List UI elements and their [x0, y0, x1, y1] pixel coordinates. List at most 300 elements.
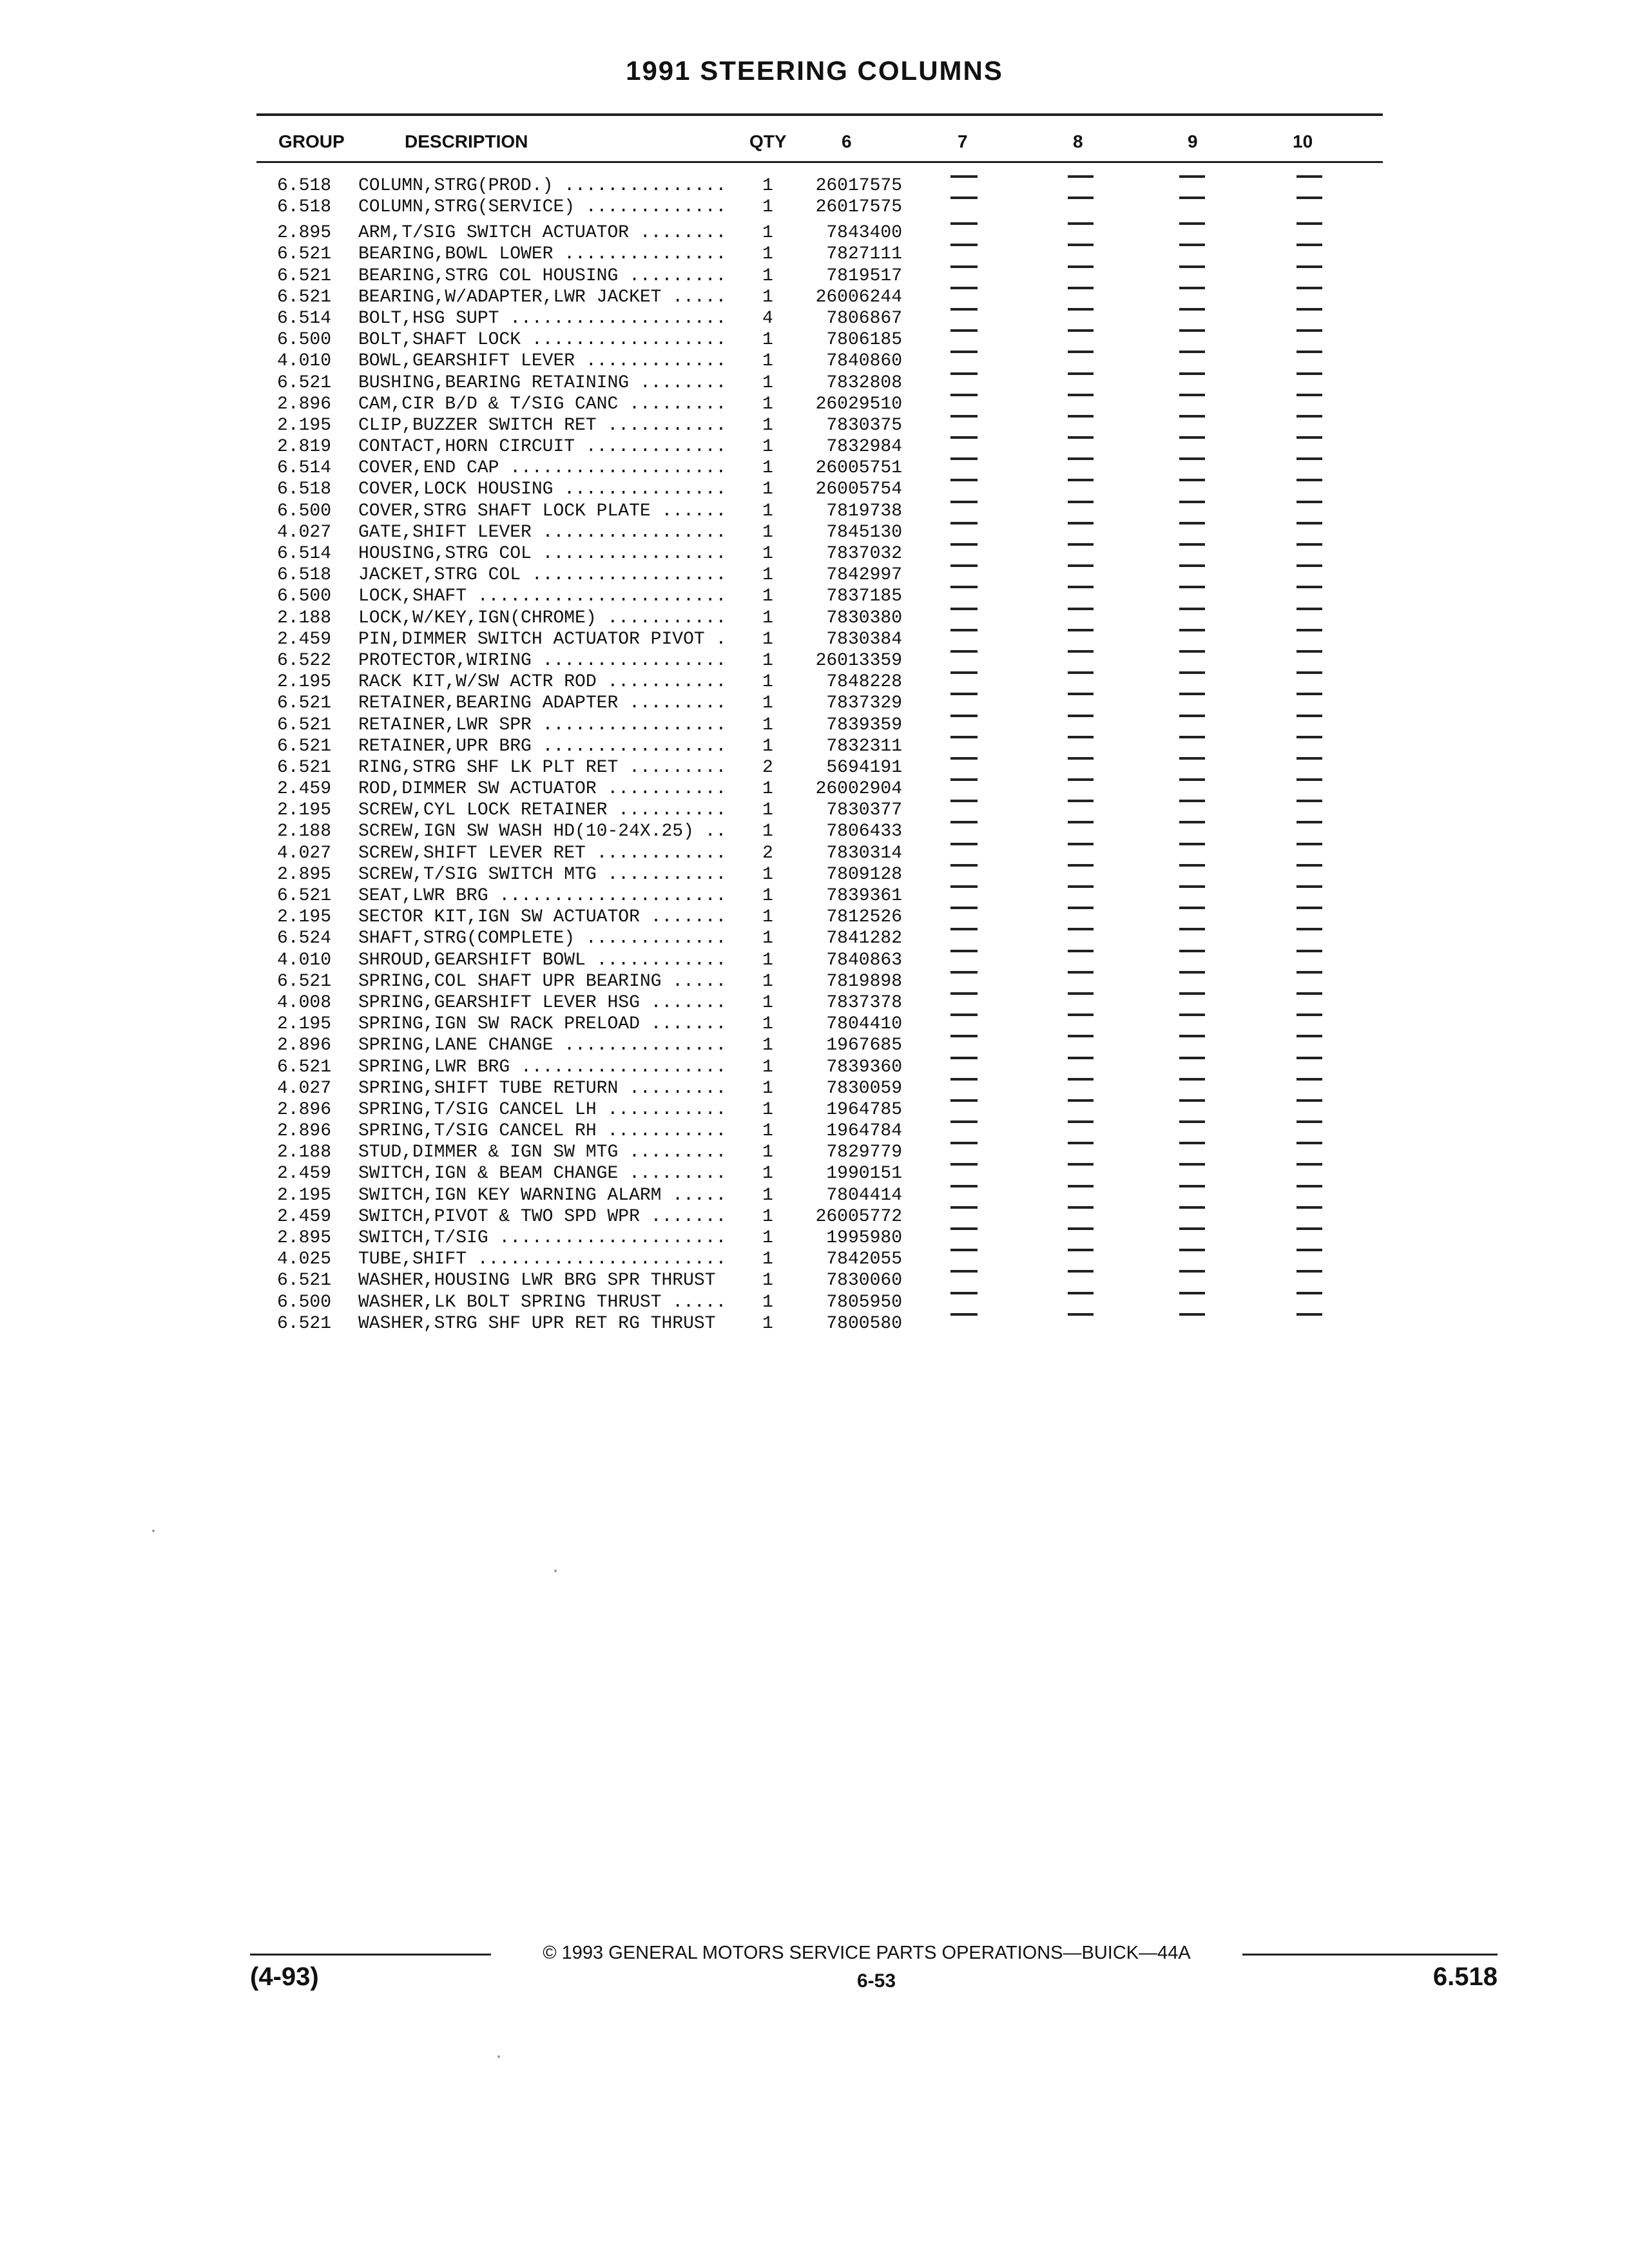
qty-cell: 1 — [762, 415, 773, 436]
not-applicable-dash — [1068, 329, 1094, 332]
group-cell: 6.521 — [277, 1313, 332, 1334]
not-applicable-dash — [1296, 197, 1322, 199]
table-row — [0, 244, 1629, 265]
not-applicable-dash — [950, 1249, 978, 1251]
not-applicable-dash — [1296, 543, 1322, 546]
description-cell: STUD,DIMMER & IGN SW MTG ......... — [358, 1142, 727, 1163]
description-cell: ROD,DIMMER SW ACTUATOR ........... — [358, 779, 727, 800]
part-number-cell: 26002904 — [815, 779, 902, 800]
not-applicable-dash — [950, 543, 978, 546]
part-number-cell: 7804414 — [826, 1185, 902, 1206]
part-number-cell: 7842997 — [826, 565, 902, 586]
description-cell: HOUSING,STRG COL ................. — [358, 544, 727, 564]
qty-cell: 1 — [762, 971, 773, 992]
qty-cell: 4 — [762, 308, 773, 329]
not-applicable-dash — [950, 907, 978, 909]
group-cell: 6.522 — [277, 650, 332, 671]
not-applicable-dash — [1179, 950, 1205, 952]
not-applicable-dash — [1296, 1142, 1322, 1144]
not-applicable-dash — [1068, 971, 1094, 974]
header-qty: QTY — [749, 131, 787, 151]
not-applicable-dash — [950, 928, 978, 930]
not-applicable-dash — [950, 329, 978, 332]
not-applicable-dash — [1296, 351, 1322, 353]
not-applicable-dash — [1068, 244, 1094, 246]
not-applicable-dash — [1296, 693, 1322, 695]
group-cell: 2.195 — [277, 672, 332, 693]
not-applicable-dash — [1296, 522, 1322, 524]
part-number-cell: 7819898 — [826, 971, 902, 992]
not-applicable-dash — [950, 1313, 978, 1316]
not-applicable-dash — [1179, 244, 1205, 246]
part-number-cell: 7840863 — [826, 950, 902, 970]
not-applicable-dash — [1296, 1014, 1322, 1016]
description-cell: SPRING,LANE CHANGE ............... — [358, 1035, 727, 1056]
not-applicable-dash — [1068, 436, 1094, 439]
qty-cell: 1 — [762, 650, 773, 671]
not-applicable-dash — [1068, 265, 1094, 268]
qty-cell: 1 — [762, 176, 773, 196]
not-applicable-dash — [1179, 693, 1205, 695]
part-number-cell: 7827111 — [826, 244, 902, 265]
not-applicable-dash — [1068, 175, 1094, 178]
part-number-cell: 26005751 — [815, 458, 902, 479]
qty-cell: 1 — [762, 1035, 773, 1056]
table-row — [0, 864, 1629, 885]
qty-cell: 1 — [762, 565, 773, 586]
not-applicable-dash — [1179, 907, 1205, 909]
not-applicable-dash — [1179, 1206, 1205, 1209]
not-applicable-dash — [950, 885, 978, 888]
not-applicable-dash — [1296, 436, 1322, 439]
not-applicable-dash — [950, 586, 978, 588]
not-applicable-dash — [1068, 287, 1094, 289]
not-applicable-dash — [950, 175, 978, 178]
qty-cell: 1 — [762, 693, 773, 714]
part-number-cell: 7832808 — [826, 372, 902, 393]
not-applicable-dash — [1068, 864, 1094, 867]
not-applicable-dash — [1179, 564, 1205, 567]
not-applicable-dash — [1068, 1313, 1094, 1316]
qty-cell: 1 — [762, 265, 773, 286]
not-applicable-dash — [1179, 736, 1205, 738]
description-cell: COVER,LOCK HOUSING ............... — [358, 479, 727, 500]
group-cell: 6.521 — [277, 287, 332, 307]
not-applicable-dash — [1068, 1270, 1094, 1273]
header-group: GROUP — [278, 131, 345, 151]
description-cell: RING,STRG SHF LK PLT RET ......... — [358, 757, 727, 778]
description-cell: LOCK,W/KEY,IGN(CHROME) ........... — [358, 608, 727, 628]
not-applicable-dash — [1068, 222, 1094, 225]
not-applicable-dash — [1296, 1099, 1322, 1102]
not-applicable-dash — [1068, 457, 1094, 460]
not-applicable-dash — [950, 1292, 978, 1294]
qty-cell: 1 — [762, 437, 773, 457]
description-cell: GATE,SHIFT LEVER ................. — [358, 522, 727, 543]
description-cell: RETAINER,BEARING ADAPTER ......... — [358, 693, 727, 714]
not-applicable-dash — [1068, 564, 1094, 567]
group-cell: 4.010 — [277, 351, 332, 372]
group-cell: 2.188 — [277, 822, 332, 842]
header-rule — [256, 161, 1383, 163]
not-applicable-dash — [1179, 992, 1205, 995]
part-number-cell: 7839360 — [826, 1057, 902, 1077]
not-applicable-dash — [950, 736, 978, 738]
group-cell: 2.195 — [277, 800, 332, 821]
group-cell: 4.027 — [277, 1078, 332, 1099]
not-applicable-dash — [1068, 1057, 1094, 1059]
qty-cell: 1 — [762, 351, 773, 372]
page-code: 6-53 — [856, 1970, 896, 1992]
not-applicable-dash — [1068, 394, 1094, 396]
part-number-cell: 7804410 — [826, 1014, 902, 1035]
not-applicable-dash — [1179, 971, 1205, 974]
table-row — [0, 821, 1629, 842]
not-applicable-dash — [1296, 1249, 1322, 1251]
table-row — [0, 522, 1629, 543]
group-cell: 4.027 — [277, 843, 332, 863]
group-cell: 2.896 — [277, 1099, 332, 1120]
group-cell: 2.195 — [277, 907, 332, 928]
not-applicable-dash — [1068, 197, 1094, 199]
table-row — [0, 1163, 1629, 1184]
table-row — [0, 1035, 1629, 1056]
not-applicable-dash — [950, 564, 978, 567]
not-applicable-dash — [1179, 436, 1205, 439]
qty-cell: 1 — [762, 779, 773, 800]
qty-cell: 1 — [762, 715, 773, 735]
part-number-cell: 7841282 — [826, 928, 902, 949]
part-number-cell: 7830377 — [826, 800, 902, 821]
not-applicable-dash — [1068, 650, 1094, 653]
part-number-cell: 26006244 — [815, 287, 902, 307]
table-row — [0, 586, 1629, 607]
part-number-cell: 26013359 — [815, 650, 902, 671]
qty-cell: 1 — [762, 522, 773, 543]
group-cell: 6.514 — [277, 544, 332, 564]
qty-cell: 1 — [762, 1057, 773, 1077]
part-number-cell: 26029510 — [815, 394, 902, 414]
part-number-cell: 1995980 — [826, 1228, 902, 1248]
part-number-cell: 5694191 — [826, 757, 902, 778]
description-cell: ARM,T/SIG SWITCH ACTUATOR ........ — [358, 223, 727, 244]
not-applicable-dash — [1179, 864, 1205, 867]
not-applicable-dash — [950, 501, 978, 503]
not-applicable-dash — [950, 650, 978, 653]
part-number-cell: 7819517 — [826, 265, 902, 286]
qty-cell: 1 — [762, 1078, 773, 1099]
qty-cell: 1 — [762, 1271, 773, 1291]
not-applicable-dash — [1296, 329, 1322, 332]
not-applicable-dash — [950, 351, 978, 353]
qty-cell: 1 — [762, 1142, 773, 1163]
description-cell: SPRING,SHIFT TUBE RETURN ......... — [358, 1078, 727, 1099]
group-cell: 6.500 — [277, 1292, 332, 1312]
header-col-8: 8 — [1073, 131, 1083, 151]
description-cell: SWITCH,PIVOT & TWO SPD WPR ....... — [358, 1206, 727, 1227]
not-applicable-dash — [950, 608, 978, 610]
not-applicable-dash — [950, 671, 978, 674]
not-applicable-dash — [1296, 265, 1322, 268]
not-applicable-dash — [1068, 351, 1094, 353]
description-cell: BUSHING,BEARING RETAINING ........ — [358, 372, 727, 393]
not-applicable-dash — [1296, 501, 1322, 503]
qty-cell: 1 — [762, 501, 773, 521]
part-number-cell: 7830380 — [826, 608, 902, 628]
description-cell: SPRING,T/SIG CANCEL LH ........... — [358, 1099, 727, 1120]
description-cell: CONTACT,HORN CIRCUIT ............. — [358, 437, 727, 457]
not-applicable-dash — [1179, 351, 1205, 353]
description-cell: SCREW,IGN SW WASH HD(10-24X.25) .. — [358, 822, 727, 842]
not-applicable-dash — [1296, 715, 1322, 717]
description-cell: COVER,STRG SHAFT LOCK PLATE ...... — [358, 501, 727, 521]
not-applicable-dash — [1068, 1142, 1094, 1144]
not-applicable-dash — [1296, 650, 1322, 653]
description-cell: PIN,DIMMER SWITCH ACTUATOR PIVOT . — [358, 629, 727, 649]
group-cell: 4.027 — [277, 522, 332, 543]
group-cell: 6.514 — [277, 308, 332, 329]
not-applicable-dash — [1296, 244, 1322, 246]
table-row — [0, 308, 1629, 329]
table-row — [0, 1120, 1629, 1142]
description-cell: RETAINER,UPR BRG ................. — [358, 736, 727, 756]
not-applicable-dash — [950, 287, 978, 289]
table-row — [0, 1249, 1629, 1270]
table-row — [0, 885, 1629, 907]
table-row — [0, 543, 1629, 564]
group-cell: 6.521 — [277, 971, 332, 992]
header-col-9: 9 — [1188, 131, 1198, 151]
not-applicable-dash — [1179, 501, 1205, 503]
footer-rule-right — [1242, 1954, 1498, 1956]
not-applicable-dash — [1179, 457, 1205, 460]
group-cell: 2.896 — [277, 1035, 332, 1056]
qty-cell: 1 — [762, 1292, 773, 1312]
part-number-cell: 7830314 — [826, 843, 902, 863]
not-applicable-dash — [1296, 950, 1322, 952]
top-rule — [256, 113, 1383, 116]
header-col-10: 10 — [1293, 131, 1313, 151]
table-row — [0, 222, 1629, 244]
table-row — [0, 1099, 1629, 1120]
footer-rule-left — [250, 1954, 491, 1956]
not-applicable-dash — [1179, 1014, 1205, 1016]
not-applicable-dash — [1296, 479, 1322, 481]
part-number-cell: 1967685 — [826, 1035, 902, 1056]
part-number-cell: 7843400 — [826, 223, 902, 244]
qty-cell: 1 — [762, 586, 773, 607]
not-applicable-dash — [950, 372, 978, 375]
table-row — [0, 1206, 1629, 1227]
part-number-cell: 1964785 — [826, 1099, 902, 1120]
not-applicable-dash — [1296, 586, 1322, 588]
not-applicable-dash — [1068, 1035, 1094, 1037]
not-applicable-dash — [950, 244, 978, 246]
not-applicable-dash — [1068, 715, 1094, 717]
group-cell: 2.459 — [277, 629, 332, 649]
description-cell: COVER,END CAP .................... — [358, 458, 727, 479]
not-applicable-dash — [1179, 1292, 1205, 1294]
description-cell: SPRING,COL SHAFT UPR BEARING ..... — [358, 971, 727, 992]
table-row — [0, 1142, 1629, 1163]
not-applicable-dash — [1296, 864, 1322, 867]
not-applicable-dash — [1296, 287, 1322, 289]
description-cell: RACK KIT,W/SW ACTR ROD ........... — [358, 672, 727, 693]
not-applicable-dash — [1179, 1099, 1205, 1102]
not-applicable-dash — [1179, 543, 1205, 546]
group-cell: 4.010 — [277, 950, 332, 970]
not-applicable-dash — [1179, 1057, 1205, 1059]
not-applicable-dash — [950, 992, 978, 995]
qty-cell: 1 — [762, 1313, 773, 1334]
part-number-cell: 7848228 — [826, 672, 902, 693]
group-cell: 2.459 — [277, 1164, 332, 1184]
table-row — [0, 436, 1629, 457]
not-applicable-dash — [950, 843, 978, 845]
description-cell: SCREW,T/SIG SWITCH MTG ........... — [358, 864, 727, 885]
not-applicable-dash — [1068, 992, 1094, 995]
not-applicable-dash — [1179, 843, 1205, 845]
part-number-cell: 7845130 — [826, 522, 902, 543]
description-cell: CAM,CIR B/D & T/SIG CANC ......... — [358, 394, 727, 414]
not-applicable-dash — [1068, 736, 1094, 738]
table-row — [0, 715, 1629, 736]
qty-cell: 1 — [762, 928, 773, 949]
qty-cell: 1 — [762, 244, 773, 265]
table-row — [0, 1078, 1629, 1099]
not-applicable-dash — [950, 1206, 978, 1209]
qty-cell: 1 — [762, 672, 773, 693]
part-number-cell: 7806867 — [826, 308, 902, 329]
part-number-cell: 26017575 — [815, 176, 902, 196]
part-number-cell: 7805950 — [826, 1292, 902, 1312]
group-cell: 2.819 — [277, 437, 332, 457]
not-applicable-dash — [1068, 415, 1094, 418]
not-applicable-dash — [1068, 757, 1094, 760]
not-applicable-dash — [950, 1120, 978, 1123]
description-cell: SPRING,LWR BRG ................... — [358, 1057, 727, 1077]
not-applicable-dash — [950, 1057, 978, 1059]
group-cell: 2.195 — [277, 415, 332, 436]
not-applicable-dash — [1068, 671, 1094, 674]
not-applicable-dash — [1179, 1185, 1205, 1187]
part-number-cell: 7832311 — [826, 736, 902, 756]
group-cell: 6.514 — [277, 458, 332, 479]
group-cell: 6.521 — [277, 1057, 332, 1077]
not-applicable-dash — [950, 265, 978, 268]
description-cell: JACKET,STRG COL .................. — [358, 565, 727, 586]
not-applicable-dash — [1068, 1206, 1094, 1209]
not-applicable-dash — [1068, 1014, 1094, 1016]
description-cell: BOLT,HSG SUPT .................... — [358, 308, 727, 329]
description-cell: SCREW,CYL LOCK RETAINER .......... — [358, 800, 727, 821]
group-cell: 6.518 — [277, 565, 332, 586]
not-applicable-dash — [1296, 907, 1322, 909]
not-applicable-dash — [1296, 928, 1322, 930]
not-applicable-dash — [1296, 415, 1322, 418]
group-cell: 6.500 — [277, 586, 332, 607]
table-row — [0, 928, 1629, 949]
not-applicable-dash — [1179, 415, 1205, 418]
not-applicable-dash — [1296, 1292, 1322, 1294]
table-row — [0, 1185, 1629, 1206]
not-applicable-dash — [1068, 821, 1094, 823]
not-applicable-dash — [1179, 608, 1205, 610]
not-applicable-dash — [1068, 1227, 1094, 1230]
not-applicable-dash — [1296, 800, 1322, 802]
qty-cell: 1 — [762, 864, 773, 885]
not-applicable-dash — [1179, 479, 1205, 481]
not-applicable-dash — [950, 1185, 978, 1187]
qty-cell: 1 — [762, 544, 773, 564]
description-cell: SWITCH,IGN & BEAM CHANGE ......... — [358, 1164, 727, 1184]
not-applicable-dash — [1179, 821, 1205, 823]
table-row — [0, 1057, 1629, 1078]
group-cell: 2.896 — [277, 394, 332, 414]
table-row — [0, 629, 1629, 650]
part-number-cell: 7806433 — [826, 822, 902, 842]
not-applicable-dash — [1179, 394, 1205, 396]
table-row — [0, 650, 1629, 671]
not-applicable-dash — [1296, 971, 1322, 974]
part-number-cell: 7812526 — [826, 907, 902, 928]
not-applicable-dash — [1068, 950, 1094, 952]
not-applicable-dash — [1068, 885, 1094, 888]
not-applicable-dash — [1068, 693, 1094, 695]
not-applicable-dash — [1179, 671, 1205, 674]
description-cell: SWITCH,T/SIG ..................... — [358, 1228, 727, 1248]
not-applicable-dash — [1179, 1142, 1205, 1144]
not-applicable-dash — [1296, 1078, 1322, 1081]
not-applicable-dash — [1296, 1057, 1322, 1059]
qty-cell: 1 — [762, 1121, 773, 1142]
header-col-6: 6 — [842, 131, 852, 151]
not-applicable-dash — [1068, 479, 1094, 481]
not-applicable-dash — [1296, 1035, 1322, 1037]
not-applicable-dash — [950, 821, 978, 823]
group-cell: 6.518 — [277, 176, 332, 196]
description-cell: WASHER,LK BOLT SPRING THRUST ..... — [358, 1292, 727, 1312]
part-number-cell: 26005772 — [815, 1206, 902, 1227]
part-number-cell: 7809128 — [826, 864, 902, 885]
group-cell: 4.008 — [277, 992, 332, 1013]
description-cell: BEARING,STRG COL HOUSING ......... — [358, 265, 727, 286]
description-cell: LOCK,SHAFT ....................... — [358, 586, 727, 607]
qty-cell: 1 — [762, 1249, 773, 1270]
description-cell: COLUMN,STRG(PROD.) ............... — [358, 176, 727, 196]
not-applicable-dash — [1179, 308, 1205, 311]
group-cell: 6.500 — [277, 330, 332, 351]
not-applicable-dash — [950, 715, 978, 717]
not-applicable-dash — [1179, 1035, 1205, 1037]
not-applicable-dash — [1179, 1249, 1205, 1251]
not-applicable-dash — [950, 971, 978, 974]
not-applicable-dash — [1296, 778, 1322, 781]
qty-cell: 1 — [762, 1099, 773, 1120]
part-number-cell: 7800580 — [826, 1313, 902, 1334]
not-applicable-dash — [1179, 1313, 1205, 1316]
table-row — [0, 843, 1629, 864]
part-number-cell: 7837032 — [826, 544, 902, 564]
part-number-cell: 7829779 — [826, 1142, 902, 1163]
qty-cell: 1 — [762, 992, 773, 1013]
qty-cell: 2 — [762, 843, 773, 863]
description-cell: SPRING,IGN SW RACK PRELOAD ....... — [358, 1014, 727, 1035]
table-row — [0, 175, 1629, 197]
part-number-cell: 7839359 — [826, 715, 902, 735]
table-row — [0, 564, 1629, 586]
qty-cell: 1 — [762, 886, 773, 906]
